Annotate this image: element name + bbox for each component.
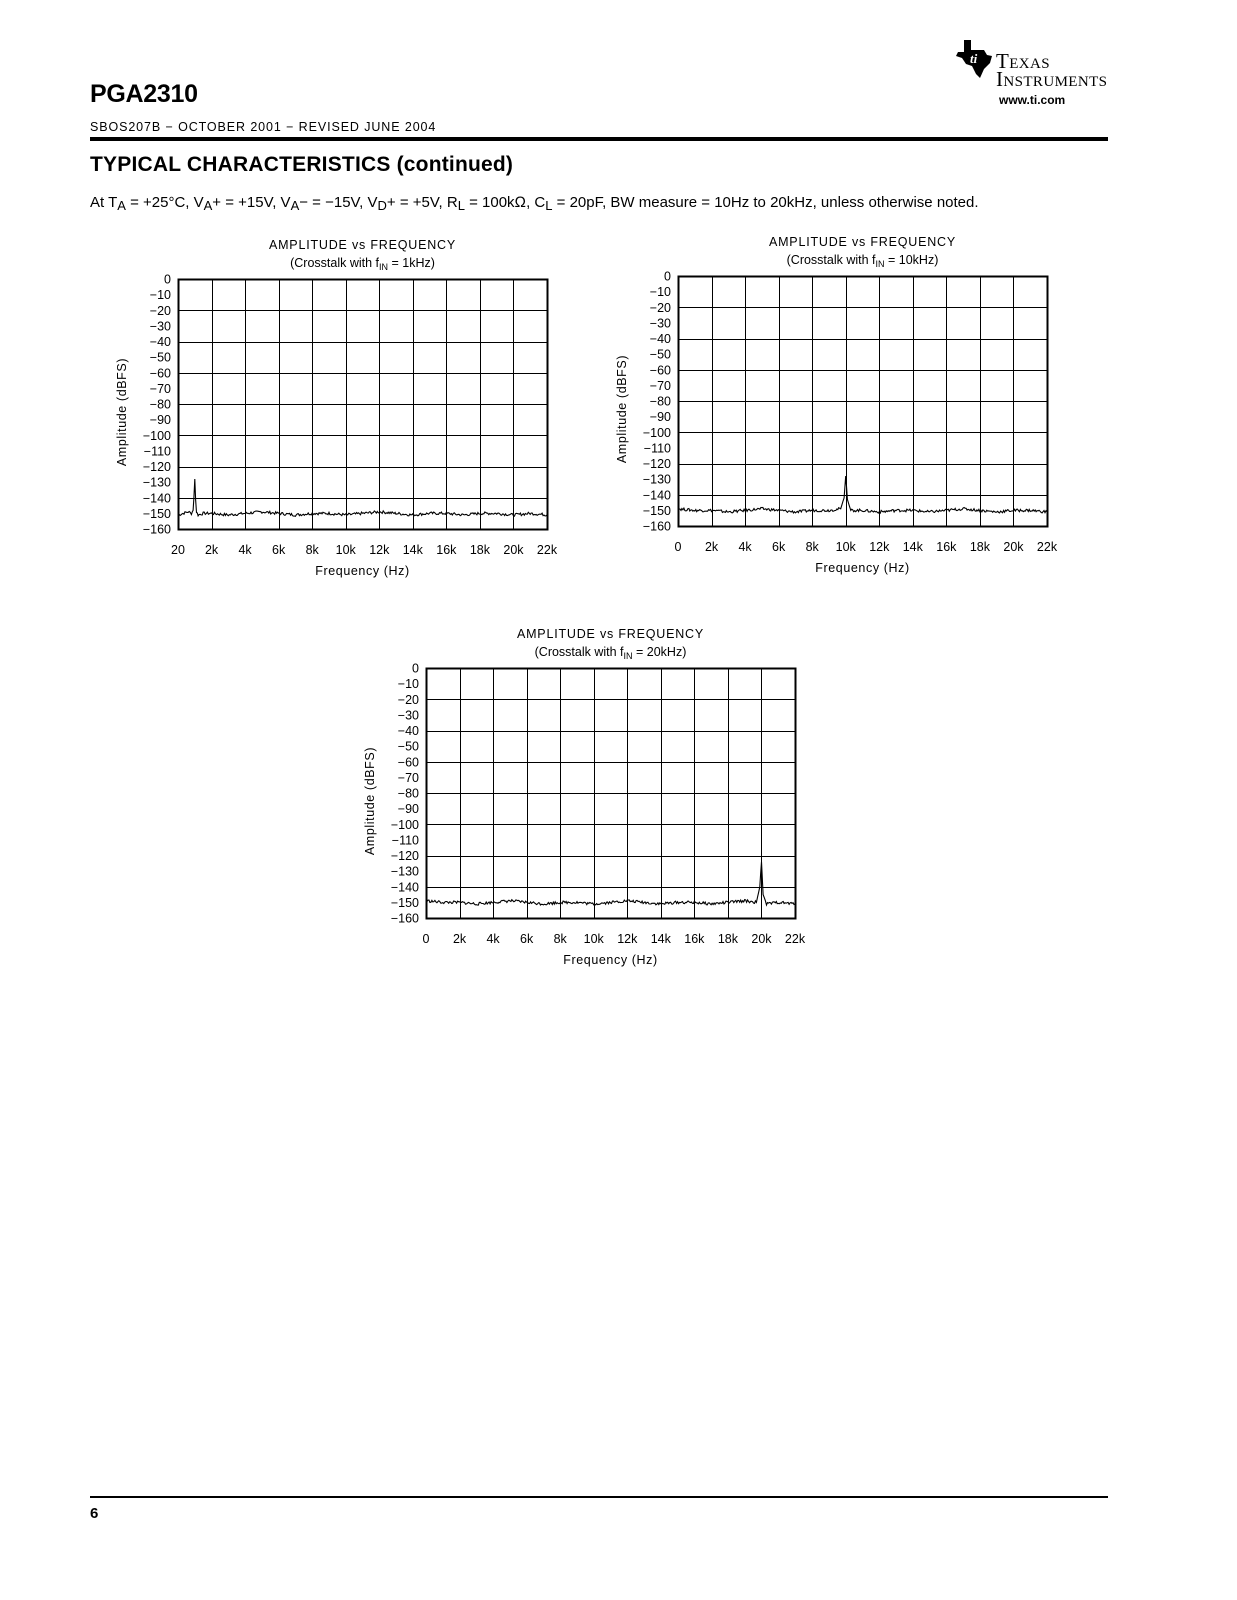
x-tick-label: 14k xyxy=(902,540,923,554)
section-title: TYPICAL CHARACTERISTICS (continued) xyxy=(90,153,514,176)
chart-title: AMPLITUDE vs FREQUENCY xyxy=(268,238,457,252)
crosstalk-1khz-chart xyxy=(110,232,590,592)
x-tick-label: 20k xyxy=(1003,540,1024,554)
x-tick-label: 0 xyxy=(674,540,682,554)
chart-grid xyxy=(678,276,1048,527)
chart-title: AMPLITUDE vs FREQUENCY xyxy=(768,235,957,249)
logo-wordmark xyxy=(996,49,1108,91)
x-tick-label: 14k xyxy=(650,932,671,946)
y-tick-label: −150 xyxy=(642,503,671,518)
y-tick-label: −90 xyxy=(397,802,419,817)
x-tick-label: 18k xyxy=(969,540,990,554)
x-tick-label: 12k xyxy=(869,540,890,554)
footer-rule xyxy=(90,1496,1108,1498)
document-id: SBOS207B − OCTOBER 2001 − REVISED JUNE 2004 xyxy=(90,120,437,134)
x-tick-label: 18k xyxy=(717,932,738,946)
y-tick-label: −80 xyxy=(149,397,171,412)
y-tick-label: −160 xyxy=(642,519,671,534)
x-tick-label: 22k xyxy=(784,932,806,946)
chart-svg xyxy=(358,621,838,981)
x-tick-label: 4k xyxy=(238,543,252,557)
x-tick-label: 20k xyxy=(751,932,772,946)
y-tick-label: −130 xyxy=(142,475,171,490)
x-tick-label: 6k xyxy=(272,543,286,557)
x-tick-label: 22k xyxy=(536,543,558,557)
x-tick-label: 10k xyxy=(583,932,604,946)
logo-line-1: Texas xyxy=(996,49,1050,73)
x-tick-label: 20k xyxy=(503,543,524,557)
y-tick-label: −120 xyxy=(142,460,171,474)
x-tick-label: 0 xyxy=(422,932,430,946)
x-tick-label: 4k xyxy=(486,932,500,946)
y-tick-label: −150 xyxy=(142,506,171,521)
y-axis-label: Amplitude (dBFS) xyxy=(363,746,377,856)
x-tick-label: 2k xyxy=(704,540,719,554)
y-tick-label: −40 xyxy=(649,332,671,346)
y-tick-label: −130 xyxy=(642,472,671,487)
y-tick-label: −20 xyxy=(649,300,671,315)
x-tick-label: 4k xyxy=(738,540,752,554)
x-tick-label: 10k xyxy=(835,540,856,554)
y-tick-label: −110 xyxy=(391,833,419,848)
y-tick-label: −130 xyxy=(390,864,419,879)
x-tick-label: 6k xyxy=(520,932,534,946)
y-tick-label: −10 xyxy=(397,677,419,692)
x-tick-label: 18k xyxy=(469,543,490,557)
y-tick-label: −20 xyxy=(397,692,419,707)
y-tick-label: −120 xyxy=(642,457,671,471)
y-tick-label: −70 xyxy=(397,770,419,785)
chart-subtitle: (Crosstalk with $f_{IN} = 1kHz$) xyxy=(290,256,435,272)
x-tick-label: 16k xyxy=(936,540,957,554)
y-tick-label: −60 xyxy=(649,363,671,378)
y-tick-label: −40 xyxy=(149,335,171,349)
y-tick-label: −150 xyxy=(390,895,419,910)
x-tick-label: 8k xyxy=(805,540,819,554)
y-tick-label: −160 xyxy=(390,911,419,926)
x-tick-label: 14k xyxy=(402,543,423,557)
x-axis-label: Frequency (Hz) xyxy=(563,953,658,967)
crosstalk-10khz-chart xyxy=(610,229,1090,589)
y-tick-label: −30 xyxy=(149,319,171,334)
part-number: PGA2310 xyxy=(90,80,198,108)
y-axis-label: Amplitude (dBFS) xyxy=(115,357,129,467)
y-tick-label: −90 xyxy=(649,410,671,425)
y-tick-label: −100 xyxy=(642,425,671,440)
page-number: 6 xyxy=(90,1505,99,1522)
y-axis-label: Amplitude (dBFS) xyxy=(615,354,629,464)
y-tick-label: −100 xyxy=(390,817,419,832)
y-tick-label: −50 xyxy=(649,347,671,362)
y-tick-label: −110 xyxy=(643,441,671,456)
y-tick-label: −80 xyxy=(397,786,419,801)
chart-title: AMPLITUDE vs FREQUENCY xyxy=(516,627,705,641)
x-tick-label: 22k xyxy=(1036,540,1058,554)
x-tick-label: 8k xyxy=(305,543,319,557)
y-tick-label: −80 xyxy=(649,394,671,409)
y-tick-label: −140 xyxy=(642,488,671,503)
chart-grid xyxy=(426,668,796,919)
series-line xyxy=(678,476,1047,513)
y-tick-label: −30 xyxy=(649,316,671,331)
series-line xyxy=(178,479,547,516)
y-tick-label: −10 xyxy=(649,285,671,300)
chart-subtitle: (Crosstalk with $f_{IN} = 20kHz$) xyxy=(534,645,687,661)
y-tick-label: −60 xyxy=(397,755,419,770)
y-tick-label: −120 xyxy=(390,849,419,863)
y-tick-label: −10 xyxy=(149,288,171,303)
x-tick-label: 12k xyxy=(617,932,638,946)
chart-svg xyxy=(110,232,590,592)
y-tick-label: −60 xyxy=(149,366,171,381)
y-tick-label: −140 xyxy=(390,880,419,895)
crosstalk-20khz-chart xyxy=(358,621,838,981)
x-tick-label: 2k xyxy=(452,932,467,946)
y-tick-label: 0 xyxy=(412,661,419,676)
x-tick-label: 6k xyxy=(772,540,786,554)
chart-subtitle: (Crosstalk with $f_{IN} = 10kHz$) xyxy=(786,253,939,269)
company-logo xyxy=(954,38,1114,110)
logo-line-2: Instruments xyxy=(996,67,1108,91)
y-tick-label: −90 xyxy=(149,413,171,428)
y-tick-label: 0 xyxy=(664,269,671,284)
y-tick-label: −100 xyxy=(142,428,171,443)
y-tick-label: −30 xyxy=(397,708,419,723)
y-tick-label: −20 xyxy=(149,303,171,318)
test-conditions: At $T_A = +25^\circ C$, $V_A+ = +15V$, $V_A- = -15V$, $V_D+ = +5V$, $R_L$ = 100kΩ, $C_L = 20pF$, BW measure = 10Hz to 20kHz, unless otherwise noted. xyxy=(90,194,979,213)
x-tick-label: 12k xyxy=(369,543,390,557)
x-tick-label: 2k xyxy=(204,543,219,557)
series-line xyxy=(426,862,795,905)
y-tick-label: −140 xyxy=(142,491,171,506)
chart-grid xyxy=(178,279,548,530)
y-tick-label: 0 xyxy=(164,272,171,287)
y-tick-label: −40 xyxy=(397,724,419,738)
y-tick-label: −70 xyxy=(149,381,171,396)
chart-svg xyxy=(610,229,1090,589)
ti-map-icon xyxy=(954,38,994,80)
y-tick-label: −50 xyxy=(397,739,419,754)
x-tick-label: 20 xyxy=(171,543,185,557)
x-tick-label: 16k xyxy=(684,932,705,946)
y-tick-label: −160 xyxy=(142,522,171,537)
x-axis-label: Frequency (Hz) xyxy=(315,564,410,578)
x-tick-label: 10k xyxy=(335,543,356,557)
x-tick-label: 8k xyxy=(553,932,567,946)
x-tick-label: 16k xyxy=(436,543,457,557)
y-tick-label: −70 xyxy=(649,378,671,393)
x-axis-label: Frequency (Hz) xyxy=(815,561,910,575)
y-tick-label: −50 xyxy=(149,350,171,365)
logo-url: www.ti.com xyxy=(999,93,1066,107)
header-rule xyxy=(90,137,1108,141)
svg-text:ti: ti xyxy=(970,51,978,66)
y-tick-label: −110 xyxy=(143,444,171,459)
